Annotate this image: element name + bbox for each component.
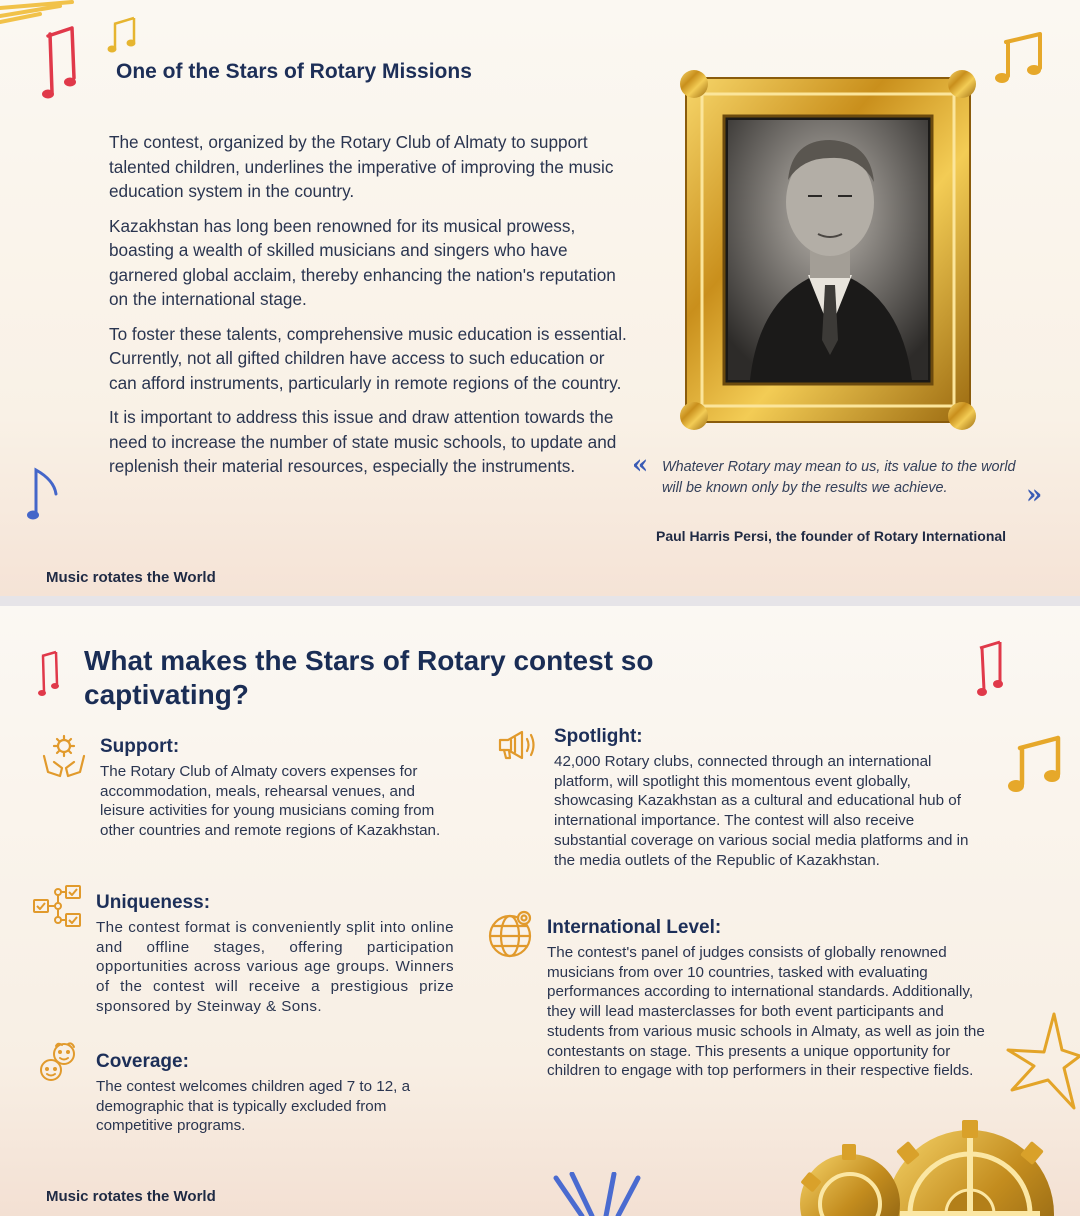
blue-scribble-decoration — [552, 1172, 648, 1216]
feature-uniqueness — [96, 892, 454, 1017]
feature-text: 42,000 Rotary clubs, connected through an international platform, will spotlight this momentous event globally, showcasing Kazakhstan as a cultural and educational hub of international importance. The contest will also receive substantial coverage on various social media platforms and in the media outlets of the Republic of Kazakhstan. — [554, 753, 969, 869]
slide-separator — [0, 596, 1080, 606]
megaphone-icon — [496, 728, 538, 762]
feature-text: The contest's panel of judges consists of globally renowned musicians from over 10 countries, tasked with evaluating performances according to international standards. Additionally, they will lead masterclasses for both event participants and students from various music schools in Almaty, as well as join the contestants on stage. This presents a unique opportunity for children to engage with top performers in their respective fields. — [547, 944, 985, 1080]
gold-music-note-icon — [104, 16, 140, 56]
slide-one — [0, 0, 1080, 596]
close-quote-icon: » — [1026, 480, 1043, 510]
gold-gears-decoration — [790, 1084, 1080, 1216]
globe-icon — [486, 908, 536, 960]
blue-music-note-icon — [24, 464, 64, 524]
section-title: What makes the Stars of Rotary contest so captivating? — [84, 645, 654, 710]
gold-music-note-icon — [990, 30, 1050, 88]
paragraph: To foster these talents, comprehensive music education is essential. Currently, not all gifted children have access to such education or can afford instruments, particularly in remote regions of the country. — [109, 323, 627, 393]
red-music-note-icon — [974, 638, 1006, 700]
feature-title: Uniqueness: — [96, 892, 211, 913]
feature-international — [547, 917, 987, 1081]
gold-music-note-icon — [1002, 734, 1068, 796]
paragraph: The contest, organized by the Rotary Club of Almaty to support talented children, underlines the imperative of improving the music education system in the country. — [109, 132, 614, 201]
feature-text: The contest format is conveniently split into online and offline stages, offering participation opportunities across various age groups. Winners of the contest will receive a prestigious prize sponsored by Steinway & Sons. — [96, 919, 454, 1015]
checklist-flow-icon — [32, 884, 84, 928]
section-title: One of the Stars of Rotary Missions — [116, 60, 472, 83]
intro-text — [109, 130, 629, 489]
feature-title: Coverage: — [96, 1051, 189, 1072]
children-icon — [38, 1040, 80, 1084]
feature-text: The Rotary Club of Almaty covers expenses for accommodation, meals, rehearsal venues, and leisure activities for young musicians coming from other countries and remote regions of Kazakhstan. — [100, 763, 441, 840]
founder-quote: Whatever Rotary may mean to us, its value to the world will be known only by the results we achieve. — [662, 459, 1016, 496]
footer-tagline: Music rotates the World — [46, 1188, 216, 1205]
feature-text: The contest welcomes children aged 7 to 12, a demographic that is typically excluded from competitive programs. — [96, 1078, 411, 1135]
quote-author: Paul Harris Persi, the founder of Rotary International — [656, 528, 1007, 544]
paragraph: It is important to address this issue and draw attention towards the need to increase the number of state music schools, to update and replenish their material resources, especially the instruments. — [109, 407, 617, 476]
red-music-note-icon — [36, 648, 62, 700]
framed-portrait — [680, 70, 976, 430]
feature-support — [100, 736, 460, 841]
feature-title: International Level: — [547, 917, 722, 938]
paragraph: Kazakhstan has long been renowned for its musical prowess, boasting a wealth of skilled musicians and singers who have garnered global acclaim, thereby enhancing the nation's reputation on the international stage. — [109, 215, 616, 309]
feature-title: Spotlight: — [554, 726, 643, 747]
feature-title: Support: — [100, 736, 180, 757]
open-quote-icon: « — [632, 450, 649, 480]
slide-two — [0, 606, 1080, 1216]
feature-coverage — [96, 1051, 416, 1136]
red-music-note-icon — [38, 22, 82, 100]
hands-gear-icon — [40, 732, 88, 780]
feature-spotlight — [554, 726, 984, 870]
footer-tagline: Music rotates the World — [46, 569, 216, 586]
